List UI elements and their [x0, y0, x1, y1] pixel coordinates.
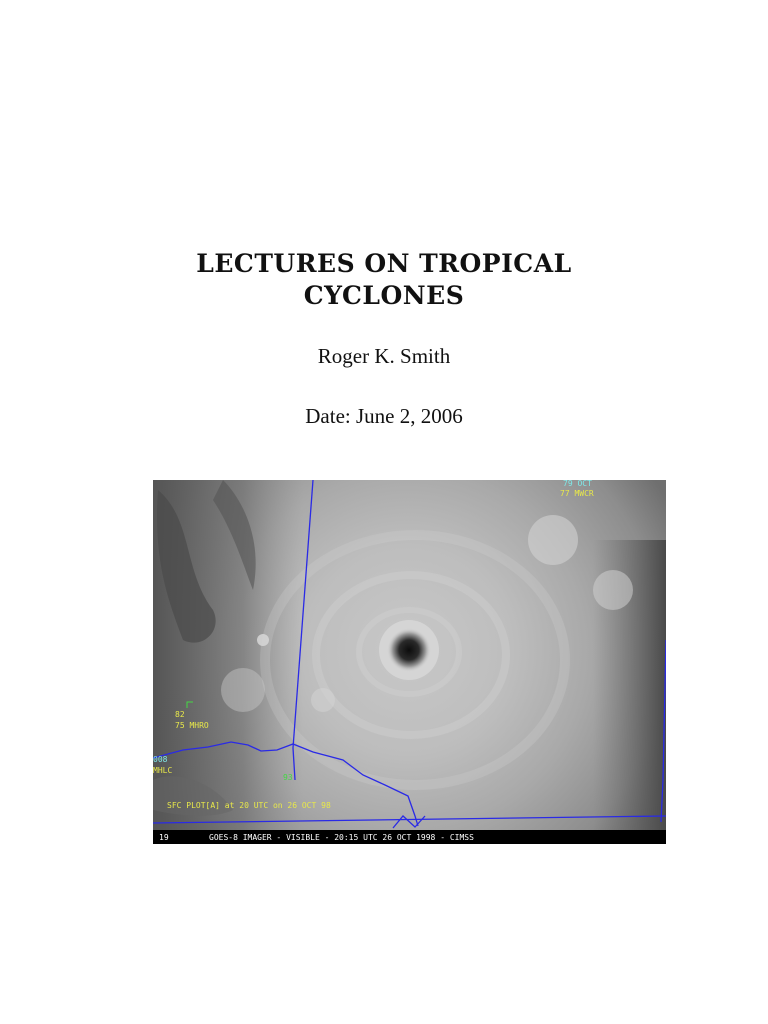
title-line-2: CYCLONES: [303, 281, 465, 310]
station-value-2: 008: [153, 755, 168, 764]
station-code-2: MHLC: [153, 766, 173, 775]
station-marker-label: 93: [283, 773, 293, 782]
hurricane-eye: [387, 628, 431, 672]
top-right-label-1: 79 OCT: [563, 480, 592, 488]
title-line-1: LECTURES ON TROPICAL: [196, 249, 572, 278]
top-right-label-2: 77 MWCR: [560, 489, 594, 498]
station-value-1: 82: [175, 710, 185, 719]
date-label: Date:: [305, 404, 351, 428]
convective-cell: [221, 668, 265, 712]
hurricane-satellite-image: [153, 480, 666, 844]
author-name: Roger K. Smith: [317, 344, 451, 368]
station-code-1: 75 MHRO: [175, 721, 209, 730]
convective-cell: [593, 570, 633, 610]
plot-caption: SFC PLOT[A] at 20 UTC on 26 OCT 98: [167, 801, 331, 810]
document-title: [0, 248, 768, 312]
convective-cell: [528, 515, 578, 565]
image-info-text: GOES-8 IMAGER - VISIBLE - 20:15 UTC 26 OCT 1998 - CIMSS: [209, 833, 474, 842]
frame-number: 19: [159, 833, 169, 842]
date-value: June 2, 2006: [355, 404, 463, 428]
document-date: [0, 404, 768, 429]
